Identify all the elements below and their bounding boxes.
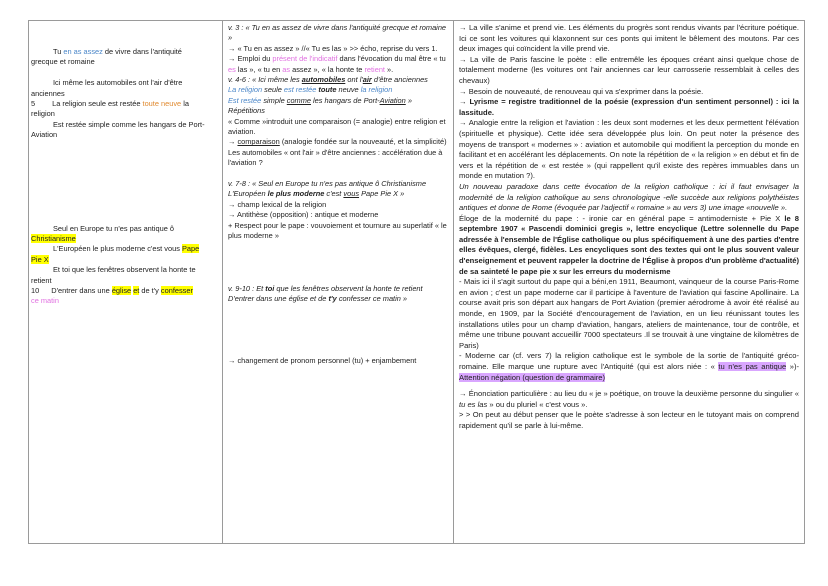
poem-line-1: Tu en as assez de vivre dans l'antiquité <box>53 47 182 56</box>
poem-line-11: L'Européen le plus moderne c'est vous Pape <box>53 244 200 254</box>
note-antithese: → Antithèse (opposition) : antique et moderne <box>228 210 379 220</box>
poem-line-7: Est restée simple comme les hangars de Port- <box>53 119 205 129</box>
comment-lecteur: > > On peut au début penser que le poète s'adresse à son lecteur en le tutoyant mais on comprend rapidement qu'il se parle à lui-même. <box>459 410 799 430</box>
commentary-column <box>454 21 805 544</box>
comment-nouveaute: → Besoin de nouveauté, de renouveau qui va s'exprimer dans la poésie. <box>459 86 704 96</box>
comment-lyrisme: → Lyrisme = registre traditionnel de la poésie (expression d'un sentiment personnel) : ici la lassitude. <box>459 97 799 117</box>
note-respect: + Respect pour le pape : vouvoiement et tournure au superlatif « le plus moderne » <box>228 220 447 241</box>
note-present-tense: → Emploi du présent de l'indicatif dans l'évocation du mal être « tu es las », « tu en as assez », « la honte te retient ». <box>228 54 446 74</box>
poem-line-2: grecque et romaine <box>31 57 95 67</box>
comment-paris: → La ville de Paris fascine le poète : elle entremêle les époques créant ainsi quelque chose de totalement moderne (les voitures ont l'air anciennes car leur carrosserie ressemblait à celles des chevaux) <box>459 54 799 85</box>
poem-line-16: ce matin <box>31 296 59 306</box>
comment-paradoxe: Un nouveau paradoxe dans cette évocation de la religion catholique : ici il faut envisager la modernité de la religion catholique au sens chronologique -elle succède aux religions polythéistes antiques et donne de Rome (évoquée par l'adjectif « romaine » au vers 3) une image «nouvelle ». <box>459 181 799 213</box>
poem-line-10: Christianisme <box>31 234 76 244</box>
poem-column <box>29 21 223 544</box>
poem-line-5: 5 La religion seule est restée toute neuve la <box>31 99 189 109</box>
note-pronom: → changement de pronom personnel (tu) + enjambement <box>228 356 417 366</box>
note-champ-lexical: → champ lexical de la religion <box>228 199 327 209</box>
poem-line-13: Et toi que les fenêtres observent la honte te <box>53 265 196 275</box>
note-automobiles: Les automobiles « ont l'air » d'être anciennes : accélération due à l'aviation ? <box>228 147 443 168</box>
comment-beaumont: - Mais ici il s'agit surtout du pape qui a béni,en 1911, Beaumont, vainqueur de la course Paris-Rome en avion ; c'est un pape moderne car il participe à l'aventure de l'aviation qui fascine Apollinaire. La course avait pris son départ aux hangars de Port Aviation (premier aérodrome à avoir été réalisé au monde, en 1909, par la Société d'encouragement de l'aviation, en un lieu réunissant toutes les installations utiles pour un champ d'aviation, hangars, ateliers de maintenance, tour de contrôle, et même une tribune pouvant accueillir 7000 spectateurs .Il se trouvait à une vingtaine de kilomètres de Paris) <box>459 277 799 350</box>
note-repetitions: Répétitions <box>228 106 265 116</box>
analysis-table <box>28 20 805 544</box>
poem-line-9: Seul en Europe tu n'es pas antique ô <box>53 223 174 233</box>
note-v5: La religion seule est restée toute neuve la religion <box>228 85 393 95</box>
note-echo: → « Tu en as assez » //« Tu es las » >> écho, reprise du vers 1. <box>228 43 438 53</box>
note-comme: « Comme »introduit une comparaison (= analogie) entre religion et aviation. <box>228 116 446 137</box>
poem-line-6: religion <box>31 109 55 119</box>
line-number: 10 <box>31 286 40 296</box>
note-europeen: L'Européen le plus moderne c'est vous Pape Pie X » <box>228 189 405 199</box>
poem-line-15: 10 D'entrer dans une église et de t'y confesser <box>31 286 193 296</box>
note-comparaison: → comparaison (analogie fondée sur la nouveauté, et la simplicité) <box>228 137 447 147</box>
note-v7-8: v. 7-8 : « Seul en Europe tu n'es pas antique ô Christianisme <box>228 179 427 189</box>
poem-line-3: Ici même les automobiles ont l'air d'être <box>53 78 183 88</box>
poem-line-8: Aviation <box>31 130 58 140</box>
note-confesser: D'entrer dans une église et de t'y confesser ce matin » <box>228 293 408 303</box>
note-v6: Est restée simple comme les hangars de Port-Aviation » <box>228 95 412 105</box>
poem-line-12: Pie X <box>31 254 49 264</box>
comment-analogie: → Analogie entre la religion et l'aviation : les deux sont modernes et les deux permettent l'élévation (spirituelle et physique). Cette idée sera développée plus loin. On peut noter la présence des moyens de transport « modernes » : aviation et automobile qui modifient la perception du monde en facilitant et en accélérant les déplacements. On note la répétition de « la religion » en début et fin de vers et la répétition de « est restée » (qui rappellent qu'il existe des repères immuables dans un monde en mutation ?). <box>459 118 799 181</box>
poem-line-14: retient <box>31 275 52 285</box>
note-v9-10: v. 9-10 : Et toi que les fenêtres observent la honte te retient <box>228 283 423 293</box>
comment-enonciation: → Énonciation particulière : au lieu du « je » poétique, on trouve la deuxième personne du singulier « tu es las » ou du pluriel « c'est vous ». <box>459 389 799 409</box>
comment-ville-anime: → La ville s'anime et prend vie. Les éléments du progrès sont rendus vivants par l'écriture poétique. Ici ce sont les voitures qui klaxonnent sur ces ponts qui imitent le bêlement des moutons. Par ces deux images qui coïncident la ville prend vie. <box>459 23 799 54</box>
notes-column <box>223 21 454 544</box>
note-v3: v. 3 : « Tu en as assez de vivre dans l'antiquité grecque et romaine » <box>228 23 447 43</box>
comment-moderne: - Moderne car (cf. vers 7) la religion catholique est le symbole de la sortie de l'antiquité gréco-romaine. Elle marque une rupture avec l'Antiquité (qui est alors niée : « tu n'es pas antique »)- Attention négation (question de grammaire) <box>459 351 800 382</box>
line-number: 5 <box>31 99 36 109</box>
comment-eloge-pape: Éloge de la modernité du pape : - ironie car en général pape = antimoderniste + Pie X le 8 septembre 1907 « Pascendi dominici gregis », lettre encyclique (Lettre solennelle du Pape adressée à l'ensemble de l'Église catholique ou plus spécifiquement à une des parties d'entre elles évêques, clergé, fidèles. Les encycliques sont des textes qui ont le plus souvent valeur d'enseignement et peuvent rappeler la doctrine de l'Église à propos d'un problème d'actualité) de sa sainteté le pape pie x sur les erreurs du modernisme <box>459 213 800 276</box>
poem-line-4: anciennes <box>31 88 65 98</box>
note-v4-6: v. 4-6 : « Ici même les automobiles ont l'air d'être anciennes <box>228 75 428 85</box>
